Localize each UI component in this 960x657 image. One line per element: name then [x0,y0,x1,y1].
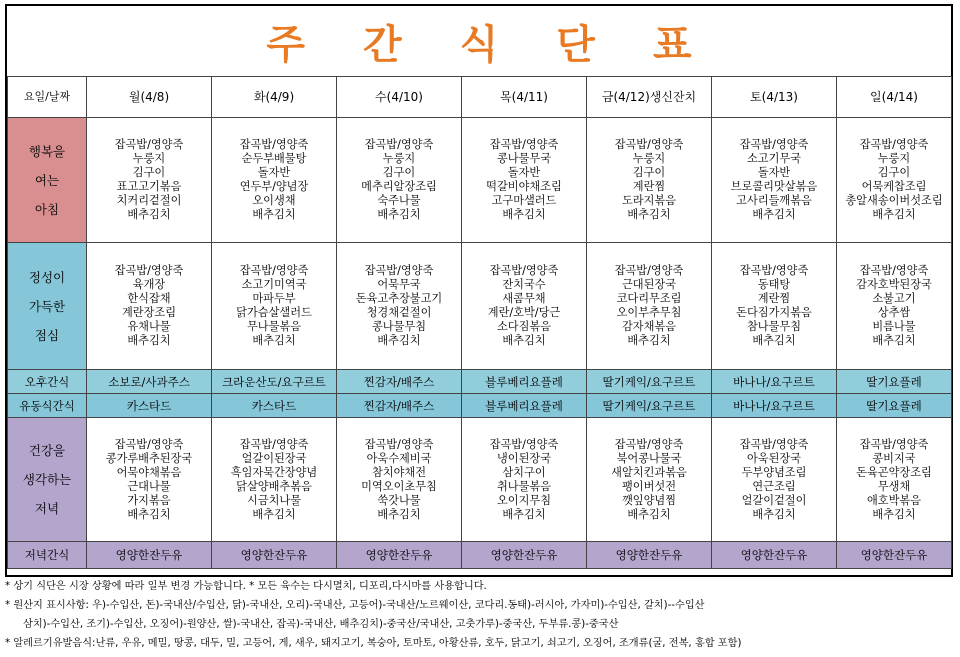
dinner-thu: 잡곡밥/영양죽 냉이된장국 삼치구이 취나물볶음 오이지무침 배추김치 [462,418,587,542]
snack-eve-mon: 영양한잔두유 [87,542,212,569]
snack-pm-sun: 딸기요플레 [837,370,952,394]
title-text: 주간식단표 [266,20,750,68]
breakfast-sun: 잡곡밥/영양죽 누룽지 김구이 어묵케찹조림 총알새송이버섯조림 배추김치 [837,118,952,243]
snack-pm-mon: 소보로/사과주스 [87,370,212,394]
snack-pm-row [8,370,952,394]
snack-liquid-sun: 딸기요플레 [837,394,952,418]
breakfast-tue: 잡곡밥/영양죽 순두부배물탕 돌자반 연두부/양념장 오이생채 배추김치 [212,118,337,243]
lunch-row [8,243,952,370]
header-sun: 일(4/14) [837,77,952,118]
breakfast-mon: 잡곡밥/영양죽 누룽지 김구이 표고고기볶음 치커리겉절이 배추김치 [87,118,212,243]
snack-liquid-row [8,394,952,418]
snack-eve-thu: 영양한잔두유 [462,542,587,569]
dinner-tue: 잡곡밥/영양죽 얼갈이된장국 흑임자묵간장양념 닭살양배추볶음 시금치나물 배추김치 [212,418,337,542]
snack-eve-label: 저녁간식 [8,542,87,569]
note-menu-change: * 상기 식단은 시장 상황에 따라 일부 변경 가능합니다. * 모든 육수는 다시멸치, 디포리,다시마를 사용합니다. [5,581,487,592]
note-origin-cont: 삼치)-수입산, 조기)-수입산, 오징어)-원양산, 쌀)-국내산, 잡곡)-국내산, 배추김치)-중국산/국내산, 고춧가루)-중국산, 두부류.콩)-중국산 [23,619,619,630]
breakfast-label: 행복을 여는 아침 [8,118,87,243]
lunch-label: 정성이 가득한 점심 [8,243,87,370]
snack-pm-thu: 블루베리요플레 [462,370,587,394]
header-row [8,77,952,118]
dinner-mon: 잡곡밥/영양죽 콩가루배추된장국 어묵야채볶음 근대나물 가지볶음 배추김치 [87,418,212,542]
lunch-sun: 잡곡밥/영양죽 감자호박된장국 소불고기 상추쌈 비름나물 배추김치 [837,243,952,370]
lunch-tue: 잡곡밥/영양죽 소고기미역국 마파두부 닭가슴살샐러드 무나물볶음 배추김치 [212,243,337,370]
header-day-date: 요일/날짜 [8,77,87,118]
snack-pm-fri: 딸기케익/요구르트 [587,370,712,394]
snack-liquid-thu: 블루베리요플레 [462,394,587,418]
lunch-mon: 잡곡밥/영양죽 육개장 한식잡채 계란장조림 유채나물 배추김치 [87,243,212,370]
snack-pm-tue: 크라운산도/요구르트 [212,370,337,394]
lunch-sat: 잡곡밥/영양죽 동태탕 계란찜 돈다짐가지볶음 참나물무침 배추김치 [712,243,837,370]
lunch-thu: 잡곡밥/영양죽 잔치국수 새콤무채 계란/호박/당근 소다짐볶음 배추김치 [462,243,587,370]
dinner-label: 건강을 생각하는 저녁 [8,418,87,542]
menu-sheet [5,4,953,577]
snack-eve-row [8,542,952,569]
dinner-fri: 잡곡밥/영양죽 북어콩나물국 새알치킨과볶음 팽이버섯전 깻잎양념찜 배추김치 [587,418,712,542]
snack-liquid-tue: 카스타드 [212,394,337,418]
header-wed: 수(4/10) [337,77,462,118]
header-sat: 토(4/13) [712,77,837,118]
dinner-sun: 잡곡밥/영양죽 콩비지국 돈육곤약장조림 무생채 애호박볶음 배추김치 [837,418,952,542]
snack-pm-label: 오후간식 [8,370,87,394]
snack-eve-tue: 영양한잔두유 [212,542,337,569]
snack-pm-wed: 찐감자/배주스 [337,370,462,394]
snack-liquid-wed: 찐감자/배주스 [337,394,462,418]
snack-liquid-fri: 딸기케익/요구르트 [587,394,712,418]
snack-eve-sat: 영양한잔두유 [712,542,837,569]
breakfast-row [8,118,952,243]
header-mon: 월(4/8) [87,77,212,118]
snack-liquid-sat: 바나나/요구르트 [712,394,837,418]
snack-pm-sat: 바나나/요구르트 [712,370,837,394]
breakfast-wed: 잡곡밥/영양죽 누룽지 김구이 메추리알장조림 숙주나물 배추김치 [337,118,462,243]
page-title [7,6,951,78]
snack-liquid-mon: 카스타드 [87,394,212,418]
footnotes [5,577,953,653]
breakfast-sat: 잡곡밥/영양죽 소고기무국 돌자반 브로콜리맛살볶음 고사리들깨볶음 배추김치 [712,118,837,243]
snack-liquid-label: 유동식간식 [8,394,87,418]
note-allergy: * 알레르기유발음식:난류, 우유, 메밀, 땅콩, 대두, 밀, 고등어, 게, 새우, 돼지고기, 복숭아, 토마토, 아황산류, 호두, 닭고기, 쇠고기, 오징어, 조개류(굴, 전복, 홍합 포함) [5,638,742,649]
breakfast-thu: 잡곡밥/영양죽 콩나물무국 돌자반 떡갈비야채조림 고구마샐러드 배추김치 [462,118,587,243]
snack-eve-sun: 영양한잔두유 [837,542,952,569]
dinner-wed: 잡곡밥/영양죽 아욱수제비국 참치야채전 미역오이초무침 쑥갓나물 배추김치 [337,418,462,542]
lunch-fri: 잡곡밥/영양죽 근대된장국 코다리무조림 오이부추무침 감자채볶음 배추김치 [587,243,712,370]
snack-eve-fri: 영양한잔두유 [587,542,712,569]
snack-eve-wed: 영양한잔두유 [337,542,462,569]
dinner-sat: 잡곡밥/영양죽 아욱된장국 두부양념조림 연근조림 얼갈이겉절이 배추김치 [712,418,837,542]
note-origin: * 원산지 표시사항: 우)-수입산, 돈)-국내산/수입산, 닭)-국내산, 오리)-국내산, 고등어)-국내산/노르웨이산, 코다리.동태)-러시아, 가자미)-수입산, 갈치)--수입산 [5,600,705,611]
breakfast-fri: 잡곡밥/영양죽 누룽지 김구이 계란찜 도라지볶음 배추김치 [587,118,712,243]
menu-table [7,76,952,569]
header-tue: 화(4/9) [212,77,337,118]
header-thu: 목(4/11) [462,77,587,118]
lunch-wed: 잡곡밥/영양죽 어묵무국 돈육고추장불고기 청경채겉절이 콩나물무침 배추김치 [337,243,462,370]
header-fri: 금(4/12)생신잔치 [587,77,712,118]
dinner-row [8,418,952,542]
